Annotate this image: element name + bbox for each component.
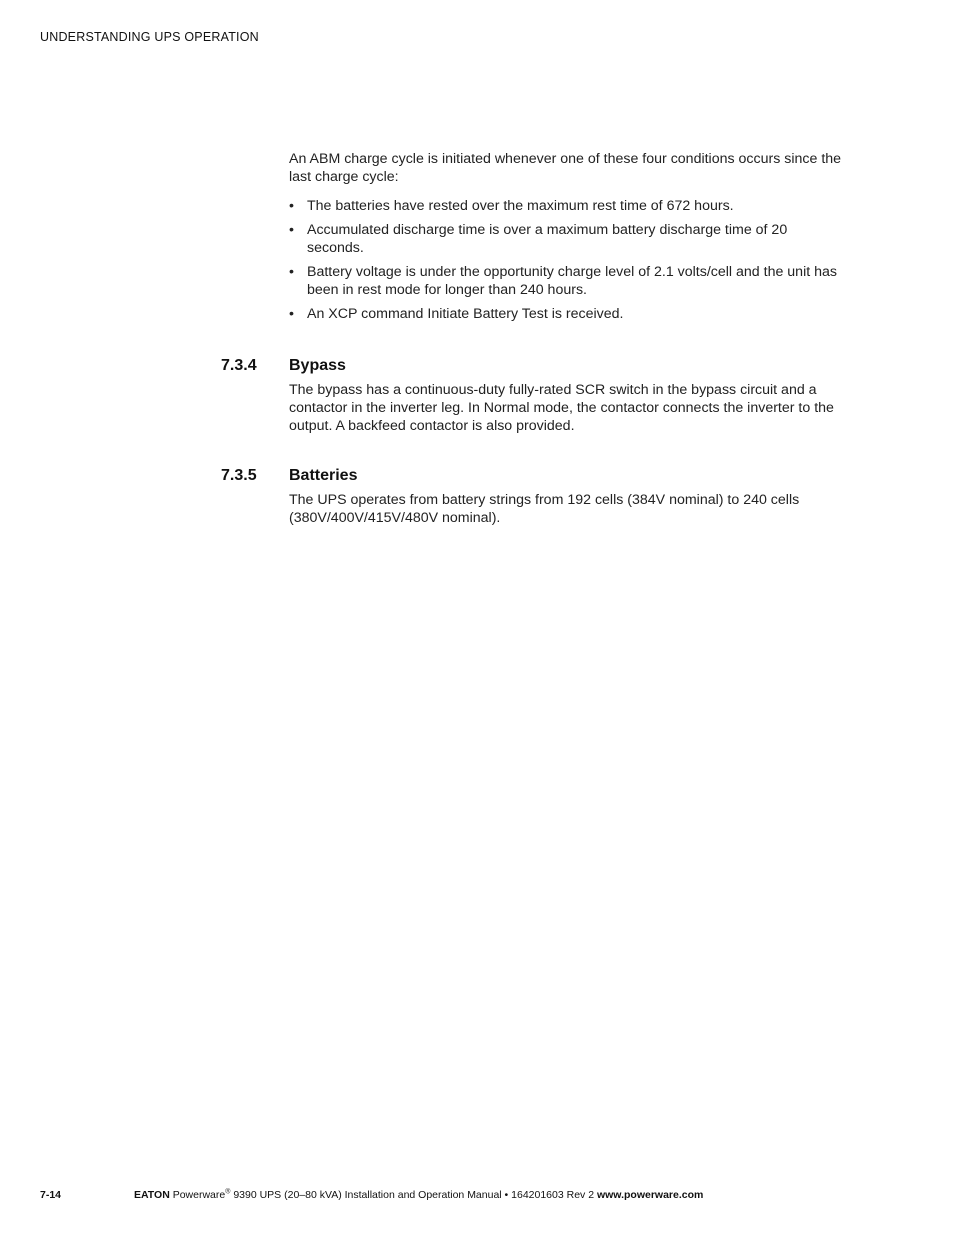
section-body: The bypass has a continuous-duty fully-rated SCR switch in the bypass circuit and a contactor in the inverter leg. In Normal mode, the contactor connects the inverter to the output. A backfeed contactor is also provided. xyxy=(289,382,834,434)
section-number: 7.3.5 xyxy=(221,467,257,484)
section-title: Bypass xyxy=(289,357,346,374)
section-heading xyxy=(221,356,855,376)
list-item xyxy=(289,197,855,215)
list-item xyxy=(289,263,855,299)
footer-text xyxy=(134,1189,703,1201)
list-item-text: Accumulated discharge time is over a maximum battery discharge time of 20 seconds. xyxy=(307,222,788,256)
section-bypass xyxy=(221,356,855,449)
condition-list xyxy=(289,197,855,323)
page-number: 7-14 xyxy=(40,1189,62,1201)
section-title: Batteries xyxy=(289,467,358,484)
list-item-text: Battery voltage is under the opportunity charge level of 2.1 volts/cell and the unit has been in rest mode for longer than 240 hours. xyxy=(307,264,837,298)
section-number: 7.3.4 xyxy=(221,357,257,374)
bullet-icon: • xyxy=(289,198,294,214)
section-batteries xyxy=(221,466,855,541)
section-heading xyxy=(221,466,855,486)
list-item-text: An XCP command Initiate Battery Test is received. xyxy=(307,306,624,322)
list-item-text: The batteries have rested over the maximum rest time of 672 hours. xyxy=(307,198,734,214)
intro-block xyxy=(289,150,855,329)
footer-website: www.powerware.com xyxy=(596,1189,704,1201)
list-item xyxy=(289,305,855,323)
footer-brand: EATON xyxy=(134,1189,170,1201)
intro-paragraph: An ABM charge cycle is initiated whenever one of these four conditions occurs since the last charge cycle: xyxy=(289,151,842,185)
section-body: The UPS operates from battery strings from 192 cells (384V nominal) to 240 cells (380V/400V/415V/480V nominal). xyxy=(289,492,800,526)
registered-mark: ® xyxy=(225,1188,231,1196)
running-head: UNDERSTANDING UPS OPERATION xyxy=(40,30,259,44)
footer-title: 9390 UPS (20–80 kVA) Installation and Operation Manual • 164201603 Rev 2 xyxy=(230,1189,597,1201)
bullet-icon: • xyxy=(289,264,294,280)
bullet-icon: • xyxy=(289,306,294,322)
list-item xyxy=(289,221,855,257)
footer-product: Powerware xyxy=(172,1189,226,1201)
bullet-icon: • xyxy=(289,222,294,238)
